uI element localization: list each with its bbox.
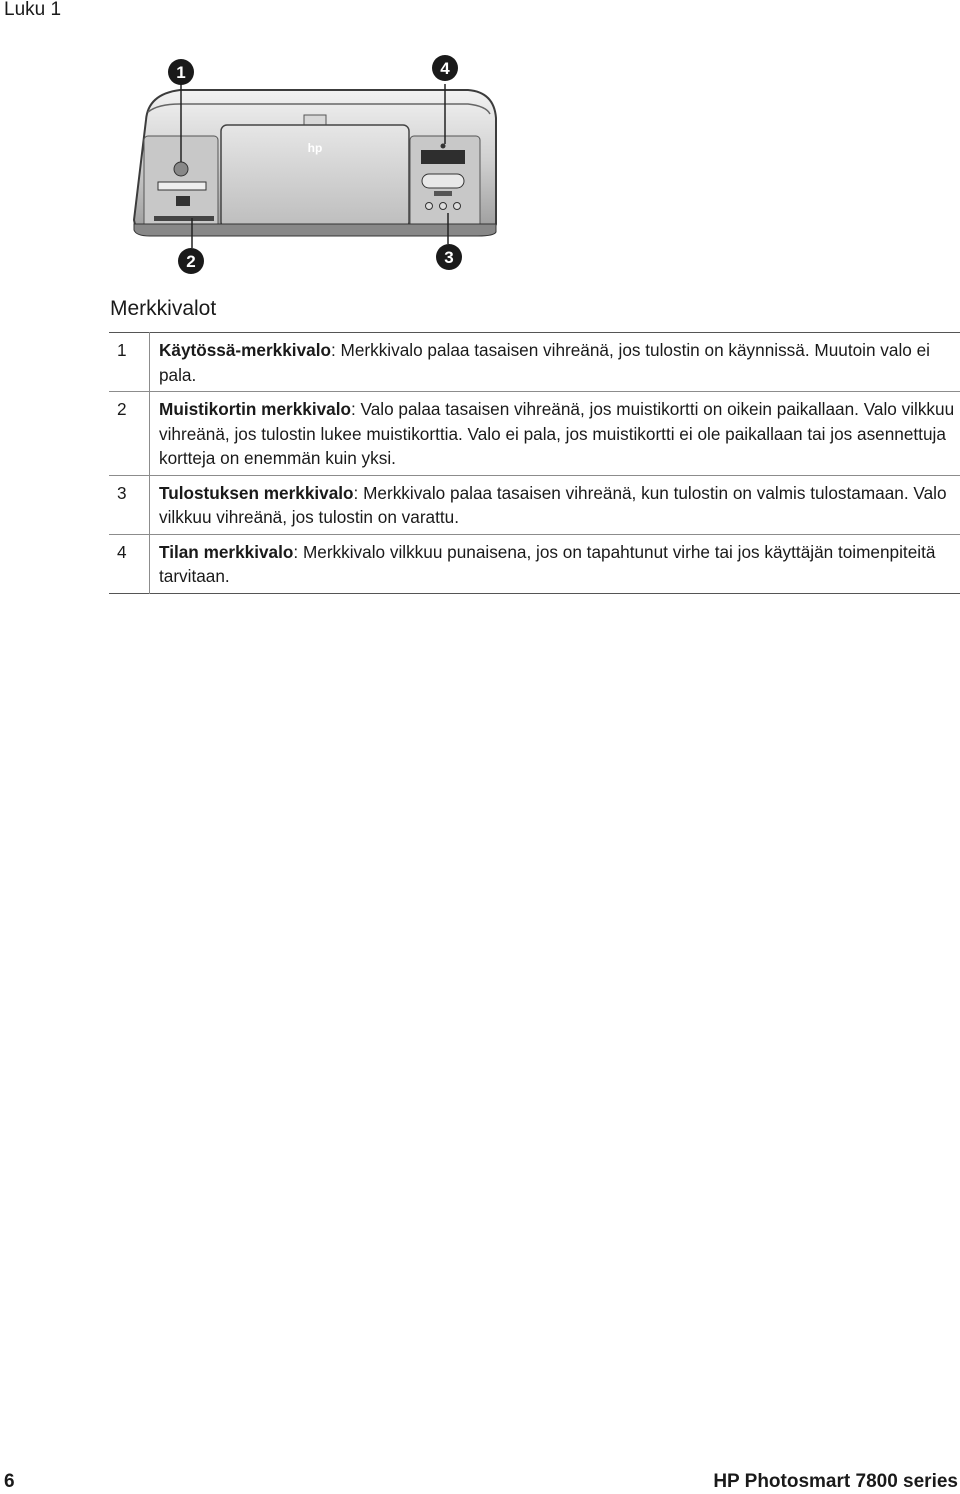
row-description bbox=[150, 475, 960, 534]
row-text: : Merkkivalo palaa tasaisen vihreänä, jos tulostin on käynnissä. Muutoin valo ei pala. bbox=[159, 340, 930, 385]
printer-illustration bbox=[118, 48, 518, 280]
svg-text:3: 3 bbox=[444, 248, 454, 267]
callout-1 bbox=[168, 59, 194, 85]
power-button-icon bbox=[174, 162, 188, 176]
row-term: Käytössä-merkkivalo bbox=[159, 340, 331, 360]
product-name: HP Photosmart 7800 series bbox=[713, 1471, 958, 1492]
row-number: 4 bbox=[109, 534, 150, 593]
section-title: Merkkivalot bbox=[110, 297, 217, 320]
row-term: Tilan merkkivalo bbox=[159, 541, 294, 562]
row-term: Tulostuksen merkkivalo bbox=[159, 482, 354, 503]
row-text: : Merkkivalo palaa tasaisen vihreänä, kun tulostin on valmis tulostamaan. Valo vilkkuu vihreänä, jos tulostin on varattu. bbox=[159, 482, 947, 527]
page-number: 6 bbox=[4, 1471, 15, 1492]
row-text: : Merkkivalo vilkkuu punaisena, jos on tapahtunut virhe tai jos käyttäjän toimenpiteitä tarvitaan. bbox=[159, 541, 936, 586]
row-text: : Valo palaa tasaisen vihreänä, jos muistikortti on oikein paikallaan. Valo vilkkuu vihreänä, jos tulostin lukee muistikorttia. Valo ei pala, jos muistikortti ei ole paikallaan tai jos asennettuja kortteja on enemmän kuin yksi. bbox=[159, 399, 955, 468]
row-number: 2 bbox=[109, 392, 150, 476]
row-description bbox=[150, 333, 960, 392]
hp-logo-icon: hp bbox=[307, 141, 323, 155]
table-row bbox=[109, 392, 960, 476]
table-row bbox=[109, 475, 960, 534]
chapter-header: Luku 1 bbox=[4, 0, 62, 20]
table-row bbox=[109, 534, 960, 593]
row-description bbox=[150, 534, 960, 593]
table-row bbox=[109, 333, 960, 392]
lcd-screen bbox=[421, 150, 465, 164]
memory-card-slot bbox=[158, 182, 206, 190]
svg-text:4: 4 bbox=[440, 59, 450, 78]
row-number: 1 bbox=[109, 333, 150, 392]
row-term: Muistikortin merkkivalo bbox=[159, 399, 351, 419]
callout-2 bbox=[178, 248, 204, 274]
svg-text:2: 2 bbox=[186, 252, 196, 271]
svg-text:1: 1 bbox=[176, 63, 186, 82]
callout-3 bbox=[436, 244, 462, 270]
indicator-light-table bbox=[109, 332, 960, 594]
row-description bbox=[150, 392, 960, 476]
row-number: 3 bbox=[109, 475, 150, 534]
callout-4 bbox=[432, 55, 458, 81]
